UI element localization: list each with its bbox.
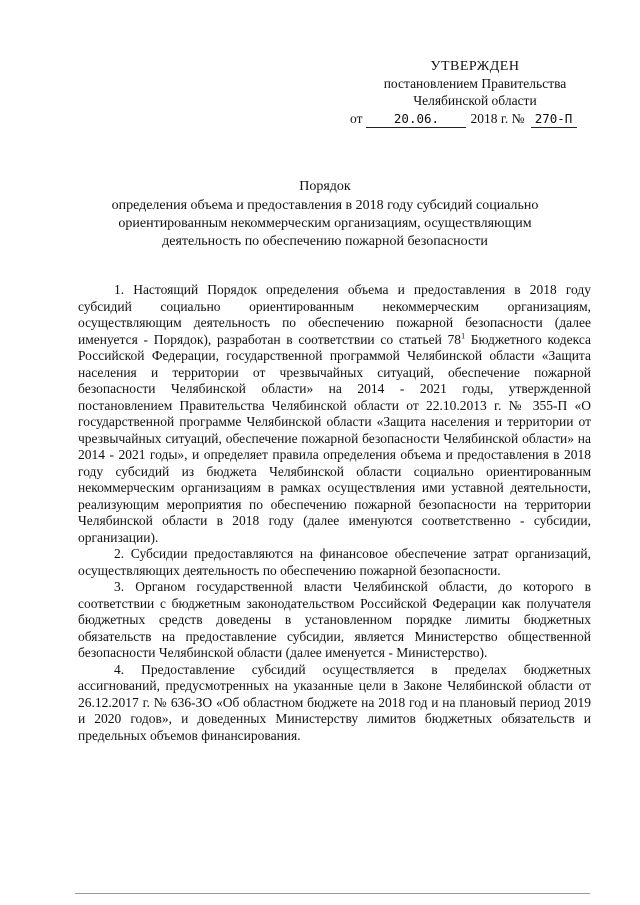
approval-date: 20.06.: [366, 112, 466, 128]
approval-block: [350, 58, 590, 128]
heading-line-1: определения объема и предоставления в 2018 году субсидий социально: [111, 198, 539, 213]
document-heading: [80, 178, 570, 251]
paragraph-2: 2. Субсидии предоставляются на финансовое обеспечение затрат организаций, осуществляющих деятельность по обеспечению пожарной безопасности.: [78, 546, 591, 578]
paragraph-1-end: Бюджетного кодекса Российской Федерации, государственной программой Челябинской области «Защита населения и территории от чрезвычайных ситуаций, обеспечение пожарной безопасности Челябинской области» на 2014 - 2021 годы, утвержденной постановлением Правительства Челябинской области от 22.10.2013 г. № 355-П «О государственной программе Челябинской области «Защита населения и территории от чрезвычайных ситуаций, обеспечение пожарной безопасности Челябинской области» на 2014 - 2021 годы», и определяет правила определения объема и предоставления в 2018 году субсидий из бюджета Челябинской области социально ориентированным некоммерческим организациям в рамках осуществления ими уставной деятельности, реализующим мероприятия по обеспечению пожарной безопасности на территории Челябинской области в 2018 году (далее именуются соответственно - субсидии, организации).: [78, 331, 591, 545]
heading-word: Порядок: [299, 179, 351, 194]
paragraph-4: 4. Предоставление субсидий осуществляется в пределах бюджетных ассигнований, предусмотренных на указанные цели в Законе Челябинской области от 26.12.2017 г. № 636-ЗО «Об областном бюджете на 2018 год и на плановый период 2019 и 2020 годов», и доведенных Министерству лимитов бюджетных обязательств и предельных объемов финансирования.: [78, 661, 591, 743]
footnote-mark: 1: [461, 331, 466, 340]
paragraph-1: [78, 282, 591, 546]
approval-date-row: [350, 110, 590, 128]
approval-prefix: от: [350, 111, 363, 126]
approval-number: 270-П: [531, 112, 577, 128]
bottom-rule: [75, 893, 590, 894]
document-body: [78, 282, 591, 744]
heading-line-3: деятельность по обеспечению пожарной безопасности: [162, 234, 488, 249]
approval-line-1: постановлением Правительства: [383, 76, 567, 91]
paragraph-1-start: 1. Настоящий Порядок определения объема и предоставления в 2018 году субсидий социально ориентированным некоммерческим организациям, осуществляющим деятельность по обеспечению пожарной безопасности (далее именуется - Порядок), разработан в соответствии со статьей 78: [78, 282, 591, 347]
heading-line-2: ориентированным некоммерческим организациям, осуществляющим: [118, 216, 532, 231]
approval-line-2: Челябинской области: [413, 93, 537, 108]
approval-year: 2018 г. №: [470, 111, 525, 126]
approval-title: УТВЕРЖДЕН: [430, 59, 520, 74]
paragraph-3: 3. Органом государственной власти Челябинской области, до которого в соответствии с бюджетным законодательством Российской Федерации как получателя бюджетных средств доведены в установленном порядке лимиты бюджетных обязательств на предоставление субсидии, является Министерство общественной безопасности Челябинской области (далее именуется - Министерство).: [78, 579, 591, 660]
